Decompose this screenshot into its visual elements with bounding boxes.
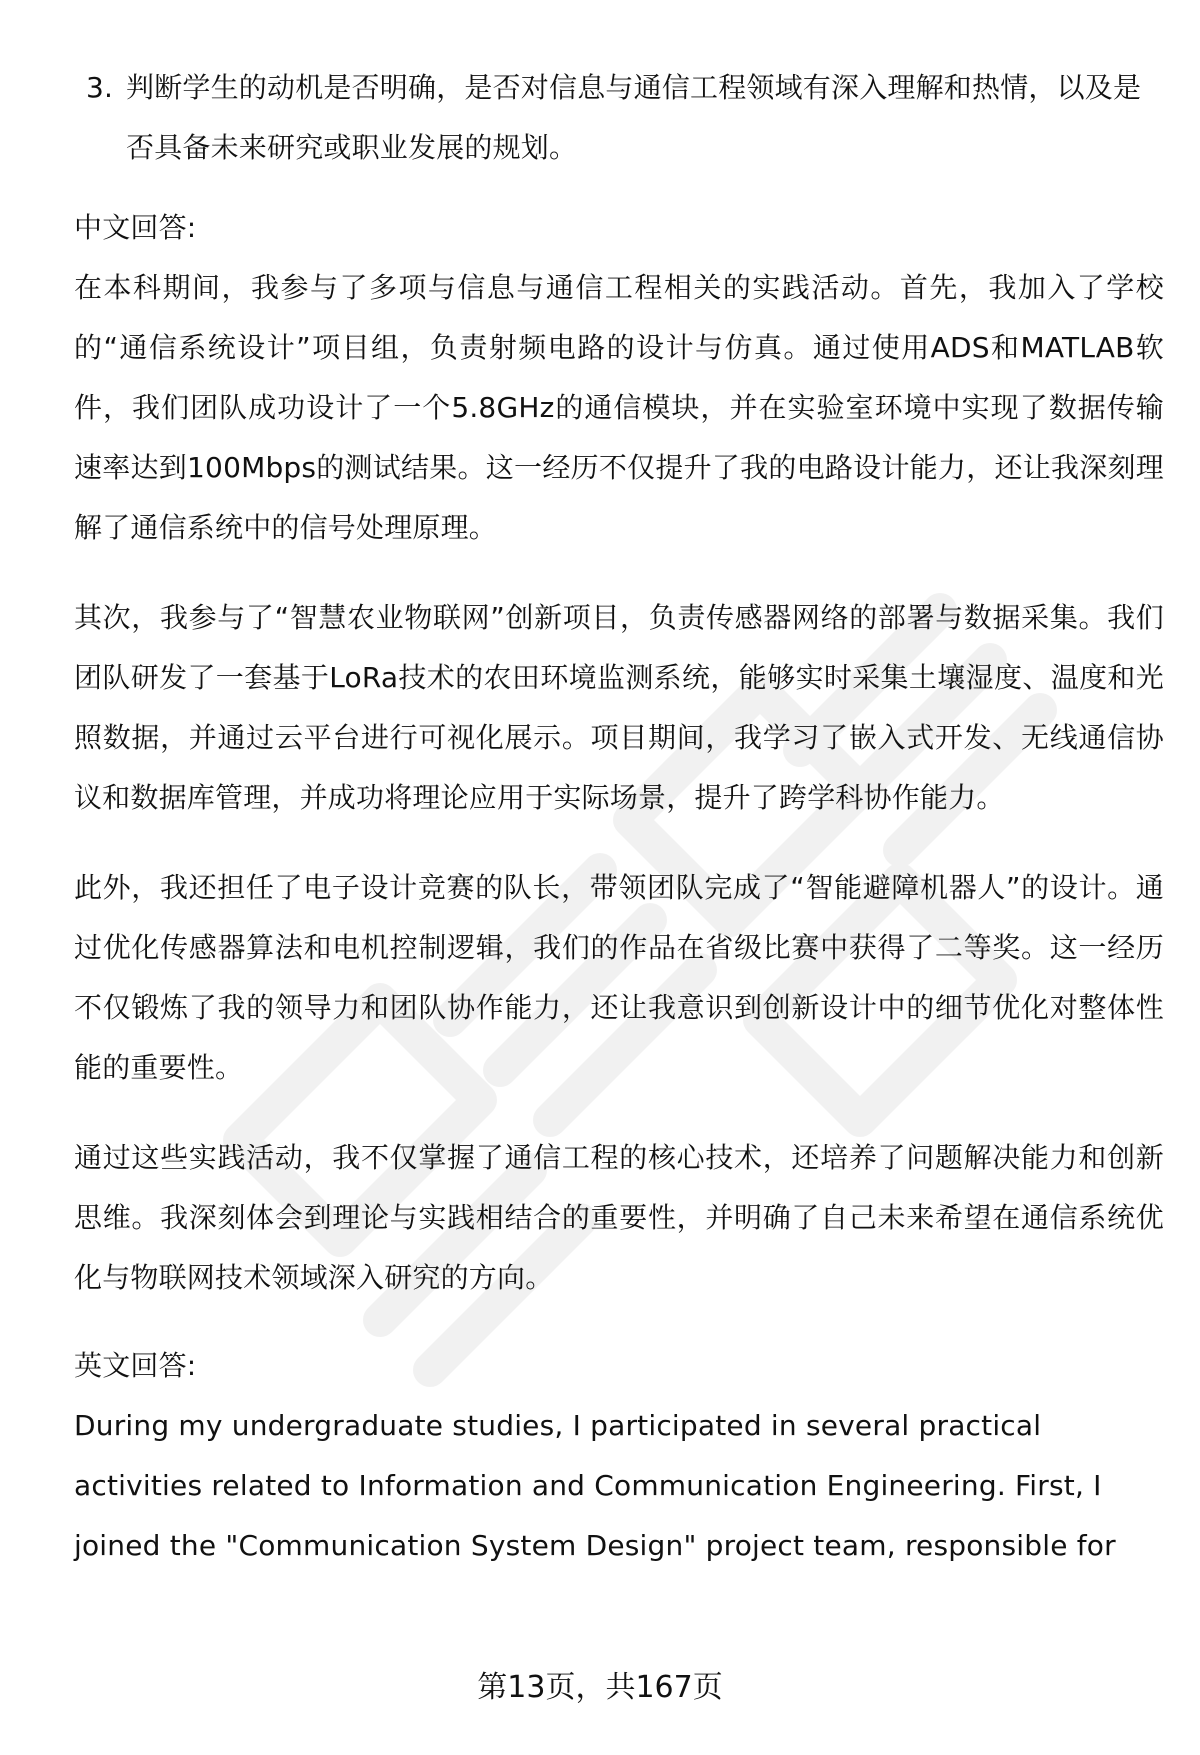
chinese-paragraph: 在本科期间，我参与了多项与信息与通信工程相关的实践活动。首先，我加入了学校的“通信系统设计”项目组，负责射频电路的设计与仿真。通过使用ADS和MATLAB软件，我们团队成功设计了一个5.8GHz的通信模块，并在实验室环境中实现了数据传输速率达到100Mbps的测试结果。这一经历不仅提升了我的电路设计能力，还让我深刻理解了通信系统中的信号处理原理。 — [74, 271, 1164, 544]
chinese-answer-label: 中文回答: — [74, 211, 197, 244]
item-number: 3. — [86, 71, 114, 104]
english-line: joined the "Communication System Design" project team, responsible for — [74, 1529, 1116, 1562]
english-answer-label: 英文回答: — [74, 1349, 197, 1382]
chinese-paragraph: 通过这些实践活动，我不仅掌握了通信工程的核心技术，还培养了问题解决能力和创新思维。我深刻体会到理论与实践相结合的重要性，并明确了自己未来希望在通信系统优化与物联网技术领域深入研究的方向。 — [74, 1141, 1164, 1294]
page-number-footer: 第13页，共167页 — [477, 1670, 723, 1705]
english-line: activities related to Information and Communication Engineering. First, I — [74, 1469, 1102, 1502]
item-text: 判断学生的动机是否明确，是否对信息与通信工程领域有深入理解和热情，以及是否具备未来研究或职业发展的规划。 — [126, 71, 1142, 164]
numbered-item — [86, 58, 1164, 178]
document-body — [74, 58, 1164, 1576]
chinese-paragraph: 其次，我参与了“智慧农业物联网”创新项目，负责传感器网络的部署与数据采集。我们团队研发了一套基于LoRa技术的农田环境监测系统，能够实时采集土壤湿度、温度和光照数据，并通过云平台进行可视化展示。项目期间，我学习了嵌入式开发、无线通信协议和数据库管理，并成功将理论应用于实际场景，提升了跨学科协作能力。 — [74, 601, 1164, 814]
chinese-paragraph: 此外，我还担任了电子设计竞赛的队长，带领团队完成了“智能避障机器人”的设计。通过优化传感器算法和电机控制逻辑，我们的作品在省级比赛中获得了二等奖。这一经历不仅锻炼了我的领导力和团队协作能力，还让我意识到创新设计中的细节优化对整体性能的重要性。 — [74, 871, 1164, 1084]
english-line: During my undergraduate studies, I participated in several practical — [74, 1409, 1042, 1442]
